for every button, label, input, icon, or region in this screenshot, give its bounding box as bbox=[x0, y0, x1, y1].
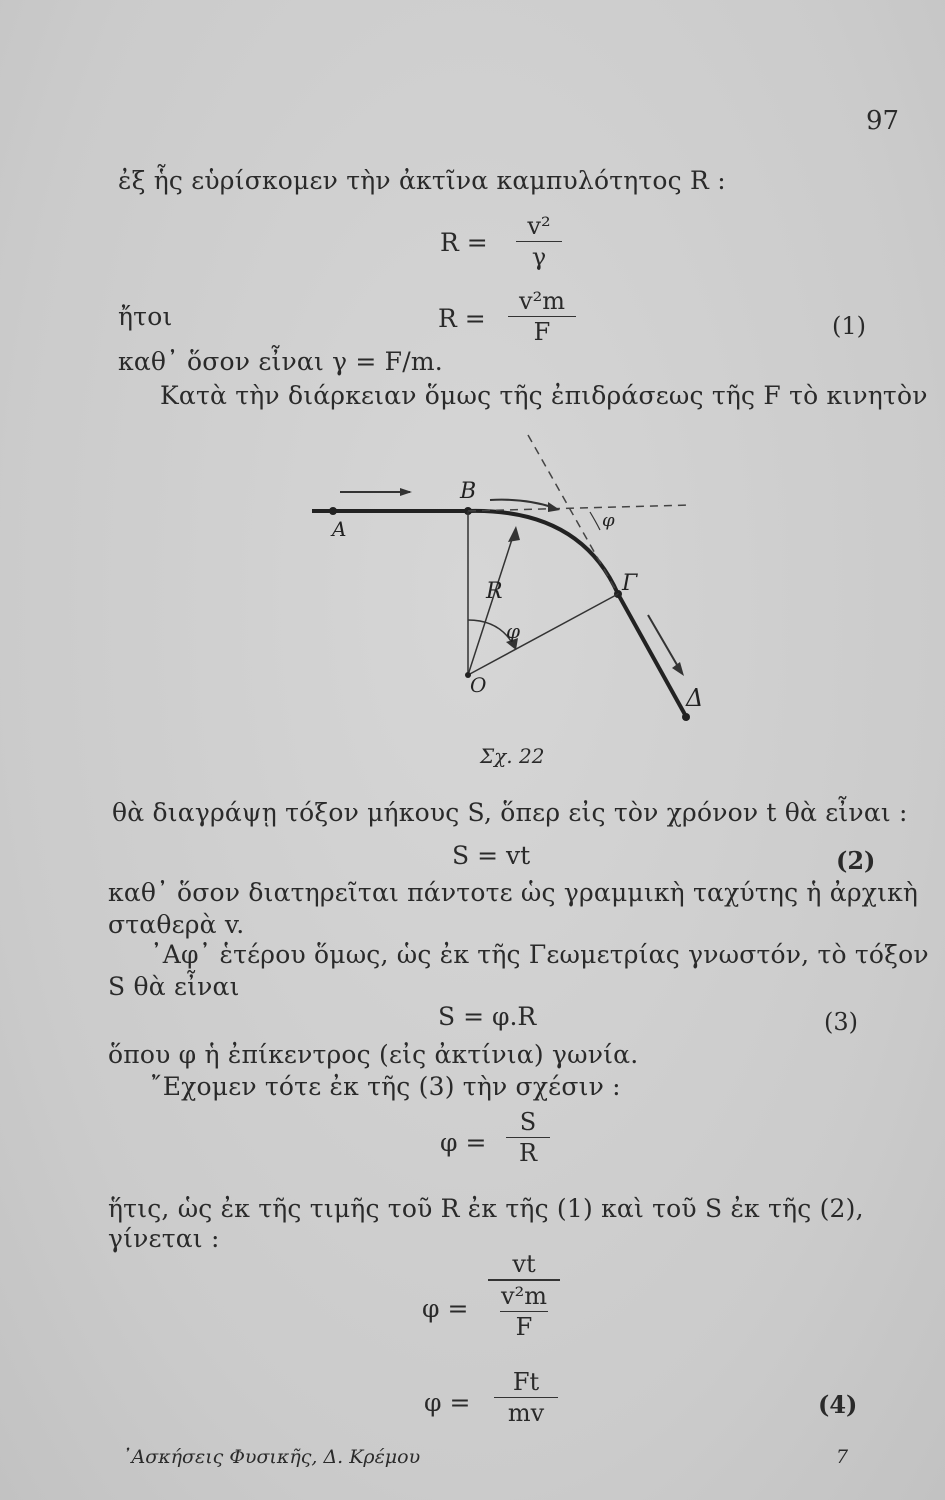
numerator: Ft bbox=[512, 1368, 540, 1396]
numerator: v² bbox=[527, 212, 551, 240]
inner-numerator: v²m bbox=[501, 1282, 547, 1310]
figure-circular-motion bbox=[300, 430, 720, 730]
curved-arrow bbox=[490, 500, 555, 508]
figure-caption: Σχ. 22 bbox=[480, 744, 545, 768]
text-line: ῎Εχομεν τότε ἐκ τῆς (3) τὴν σχέσιν : bbox=[150, 1072, 621, 1101]
path-GD bbox=[618, 594, 688, 720]
equation-tag: (4) bbox=[818, 1390, 858, 1419]
equation-lhs: φ = bbox=[424, 1388, 471, 1417]
denominator: γ bbox=[531, 243, 547, 271]
text-line: καθ᾽ ὅσον εἶναι γ = F/m. bbox=[118, 347, 443, 376]
curved-arrow-head bbox=[548, 502, 560, 512]
fraction-bar bbox=[516, 241, 562, 242]
text-line: S θὰ εἶναι bbox=[108, 972, 240, 1001]
numerator: v²m bbox=[519, 287, 565, 315]
label-D: Δ bbox=[686, 684, 704, 712]
denominator: mv bbox=[507, 1399, 545, 1427]
label-G: Γ bbox=[622, 571, 638, 596]
fraction-S-over-R bbox=[506, 1108, 550, 1167]
footer-signature: ᾽Ασκήσεις Φυσικῆς, Δ. Κρέμου bbox=[122, 1446, 421, 1468]
label-R: R bbox=[486, 579, 503, 604]
numerator: S bbox=[519, 1108, 537, 1136]
point-A bbox=[329, 507, 337, 515]
text-line: ὅπου φ ἡ ἐπίκεντρος (εἰς ἀκτίνια) γωνία. bbox=[108, 1040, 639, 1069]
equation-tag: (2) bbox=[836, 846, 876, 875]
denominator: F bbox=[533, 318, 551, 346]
text-line: ἐξ ἧς εὑρίσκομεν τὴν ἀκτῖνα καμπυλότητος R : bbox=[118, 166, 726, 195]
equation-tag: (3) bbox=[824, 1008, 858, 1036]
arrow-line-GD bbox=[648, 615, 680, 670]
equation: S = vt bbox=[452, 841, 531, 870]
text-line: ἤτοι bbox=[118, 302, 173, 331]
angle-arc-tangent bbox=[590, 512, 600, 530]
fraction-Ft-over-mv bbox=[494, 1368, 558, 1427]
equation: S = φ.R bbox=[438, 1002, 537, 1031]
compound-fraction bbox=[488, 1250, 560, 1341]
equation-lhs: R = bbox=[440, 228, 488, 257]
equation-lhs: φ = bbox=[422, 1294, 469, 1323]
equation-lhs: R = bbox=[438, 304, 486, 333]
inner-denominator: F bbox=[515, 1313, 533, 1341]
label-O: Ο bbox=[470, 673, 487, 697]
fraction-bar bbox=[508, 316, 576, 317]
equation-lhs: φ = bbox=[440, 1128, 487, 1157]
point-D bbox=[682, 713, 690, 721]
denominator: R bbox=[518, 1139, 538, 1167]
tangent-dashed-horizontal bbox=[468, 505, 690, 511]
label-phi-center: φ bbox=[506, 619, 521, 643]
inner-fraction-bar bbox=[500, 1311, 548, 1312]
numerator: vt bbox=[512, 1250, 536, 1278]
text-line: ἥτις, ὡς ἐκ τῆς τιμῆς τοῦ R ἐκ τῆς (1) καὶ τοῦ S ἐκ τῆς (2), bbox=[108, 1194, 864, 1223]
fraction-v2m-over-F bbox=[508, 287, 576, 346]
arrow-head-GD bbox=[672, 662, 684, 676]
text-line: θὰ διαγράψῃ τόξον μήκους S, ὅπερ εἰς τὸν χρόνον t θὰ εἶναι : bbox=[112, 798, 908, 827]
label-phi-tangent: φ bbox=[602, 510, 615, 531]
footer-sheet-number: 7 bbox=[836, 1446, 849, 1468]
label-A: Α bbox=[332, 517, 347, 541]
label-B: Β bbox=[460, 479, 477, 504]
fraction-v2-over-gamma bbox=[516, 212, 562, 271]
text-line: καθ᾽ ὅσον διατηρεῖται πάντοτε ὡς γραμμικὴ ταχύτης ἡ ἀρχικὴ bbox=[108, 878, 919, 907]
text-line: σταθερὰ v. bbox=[108, 910, 245, 939]
fraction-bar bbox=[494, 1397, 558, 1398]
page-number: 97 bbox=[866, 106, 900, 136]
text-line: ᾽Αφ᾽ ἑτέρου ὅμως, ὡς ἐκ τῆς Γεωμετρίας γνωστόν, τὸ τόξον bbox=[150, 940, 929, 969]
text-line: Κατὰ τὴν διάρκειαν ὅμως τῆς ἐπιδράσεως τῆς F τὸ κινητὸν bbox=[160, 381, 928, 410]
fraction-bar bbox=[506, 1137, 550, 1138]
radius-arrow-head bbox=[508, 526, 520, 542]
equation-tag: (1) bbox=[832, 312, 866, 340]
main-fraction-bar bbox=[488, 1279, 560, 1281]
text-line: γίνεται : bbox=[108, 1224, 220, 1253]
arrow-head bbox=[400, 488, 412, 496]
